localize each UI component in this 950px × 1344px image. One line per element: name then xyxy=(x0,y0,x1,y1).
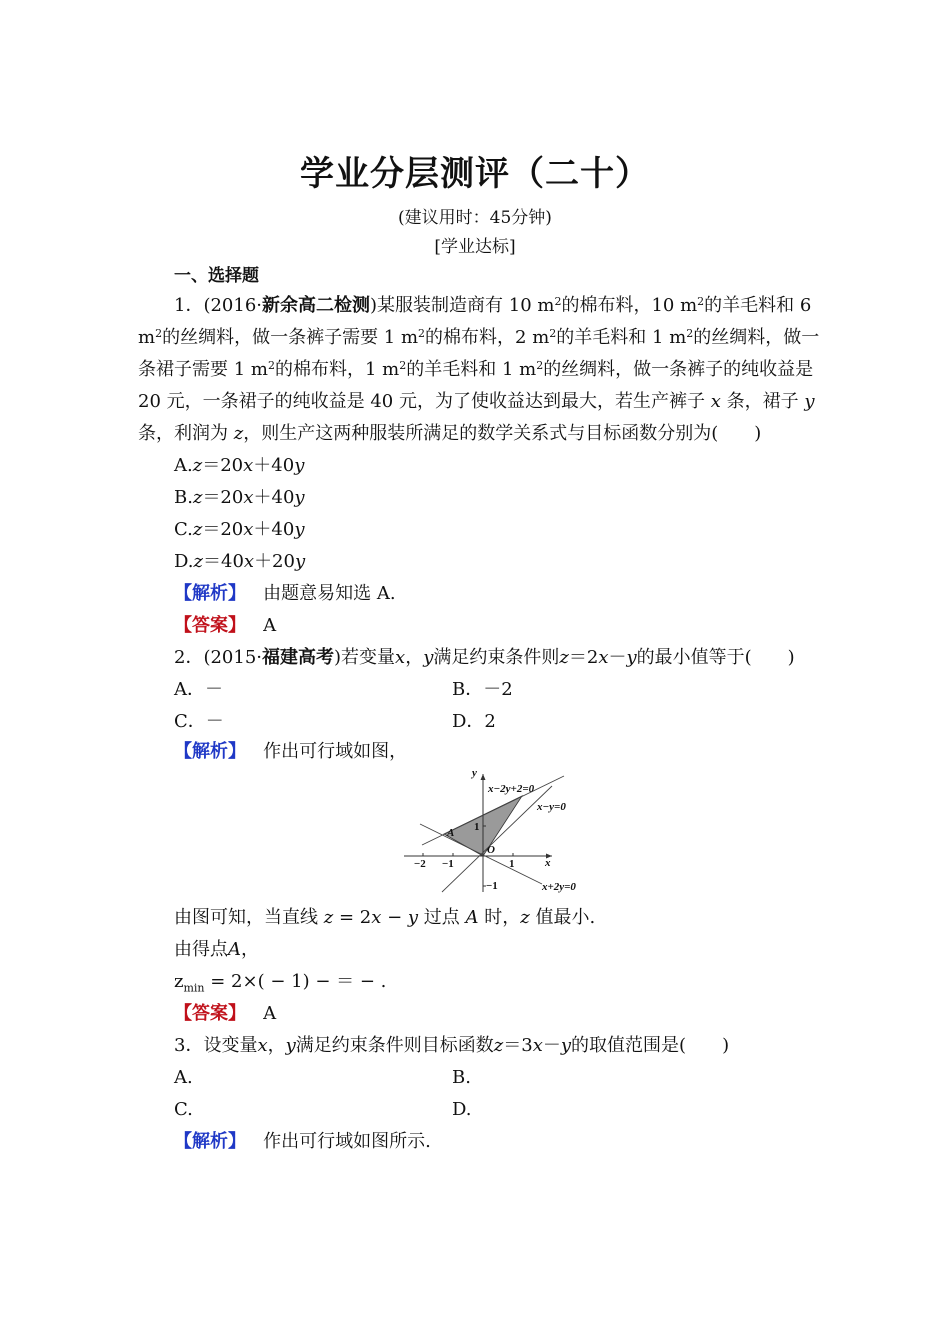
option-text: ＝20 xyxy=(202,455,244,476)
section-note: [学业达标] xyxy=(434,237,516,257)
option-text: ＝20 xyxy=(202,487,244,508)
q1-text: 20 元，一条裙子的纯收益是 40 元，为了使收益达到最大，若生产裤子 xyxy=(138,391,705,412)
var-z: z xyxy=(323,907,334,928)
q1-text: 条裙子需要 1 m xyxy=(138,359,268,380)
var-z: z xyxy=(193,551,203,572)
q1-text: m xyxy=(138,327,156,348)
var-x: x xyxy=(257,1035,268,1056)
q1-text: 条，利润为 xyxy=(138,423,228,444)
option-text: ＝40 xyxy=(203,551,244,572)
answer-text: A xyxy=(263,615,277,636)
q2-option-b: B．－2 xyxy=(452,679,513,700)
var-x: x xyxy=(371,907,382,928)
var-x: x xyxy=(243,519,254,540)
line-label-3: x+2y=0 xyxy=(542,881,576,893)
q1-text: 的羊毛料和 1 m xyxy=(556,327,687,348)
tick-label-m1: −1 xyxy=(442,858,454,870)
solution-text: 由得点 xyxy=(174,939,228,960)
var-x: x xyxy=(243,455,254,476)
var-z: z xyxy=(192,455,203,476)
q3-text: 满足约束条件则目标函数 xyxy=(295,1035,494,1056)
q1-source-open: (2016· xyxy=(203,295,263,316)
q1-line4 xyxy=(138,390,815,414)
var-z: z xyxy=(192,487,203,508)
tick-label-1y: 1 xyxy=(474,821,480,833)
var-z: z xyxy=(493,1035,504,1056)
option-text: ＋20 xyxy=(254,551,295,572)
q3-text: ＝3 xyxy=(503,1035,533,1056)
analysis-text: 作出可行域如图所示. xyxy=(263,1131,431,1152)
q1-option-d xyxy=(174,550,305,574)
var-y: y xyxy=(285,1035,296,1056)
q1-text: 的棉布料，1 m xyxy=(274,359,400,380)
q1-line3 xyxy=(138,358,813,382)
tick-label-m1y: −1 xyxy=(486,880,498,892)
solution-text: 过点 xyxy=(418,907,460,928)
sup: 2 xyxy=(399,359,407,372)
option-text: ＋40 xyxy=(253,487,295,508)
q2-solution-1 xyxy=(174,906,595,930)
answer-label: 【答案】 xyxy=(174,1003,246,1024)
q2-analysis xyxy=(174,740,407,764)
sup: 2 xyxy=(155,327,163,340)
q1-text: 的丝绸料，做一条裤子的纯收益是 xyxy=(543,359,814,380)
solution-text: = 2 xyxy=(333,907,372,928)
q2-text: ， xyxy=(405,647,424,668)
var-y: y xyxy=(294,487,305,508)
var-x: x xyxy=(710,391,721,412)
q1-text: 的羊毛料和 6 xyxy=(704,295,812,316)
analysis-text: 作出可行域如图， xyxy=(263,741,408,762)
analysis-label: 【解析】 xyxy=(174,1131,246,1152)
var-x: x xyxy=(395,647,406,668)
q3-option-a: A. xyxy=(174,1067,193,1088)
q2-text: 若变量 xyxy=(341,647,396,668)
var-y: y xyxy=(423,647,434,668)
q2-number: 2． xyxy=(174,647,204,668)
q1-text: 的棉布料，2 m xyxy=(425,327,550,348)
var-z: z xyxy=(174,971,184,992)
var-y: y xyxy=(560,1035,572,1056)
analysis-label: 【解析】 xyxy=(174,583,246,604)
q1-line2 xyxy=(138,326,819,350)
q3-stem xyxy=(174,1034,729,1058)
option-label: D. xyxy=(174,551,194,572)
q1-text: 的羊毛料和 1 m xyxy=(406,359,537,380)
sup: 2 xyxy=(554,295,562,308)
q1-source-close: ) xyxy=(370,295,378,316)
q2-option-c: C．－ xyxy=(174,711,224,732)
option-label: C. xyxy=(174,519,193,540)
solution-text: ， xyxy=(241,939,259,960)
solution-text: 值最小. xyxy=(529,907,596,928)
tick-label-m2: −2 xyxy=(414,858,426,870)
sup: 2 xyxy=(697,295,705,308)
q2-option-d: D．2 xyxy=(452,711,496,732)
q1-text: 的丝绸料，做一 xyxy=(693,327,820,348)
var-y: y xyxy=(626,647,637,668)
var-y: y xyxy=(407,907,419,928)
var-A: A xyxy=(228,939,241,960)
q2-solution-2 xyxy=(174,938,259,962)
q3-number: 3． xyxy=(174,1035,204,1056)
q1-number: 1． xyxy=(174,295,204,316)
var-x: x xyxy=(598,647,609,668)
feasible-region-figure xyxy=(402,766,592,894)
q3-analysis xyxy=(174,1130,431,1154)
q2-option-a: A．－ xyxy=(174,679,223,700)
solution-text: 时， xyxy=(478,907,521,928)
option-label: B. xyxy=(174,487,193,508)
q3-text: 的取值范围是( ) xyxy=(571,1035,730,1056)
var-x: x xyxy=(532,1035,543,1056)
var-x: x xyxy=(243,551,255,572)
y-axis-label: y xyxy=(472,767,477,779)
option-label: A. xyxy=(174,455,193,476)
option-text: ＝20 xyxy=(202,519,244,540)
y-axis-arrow xyxy=(481,774,486,780)
q1-text: 的丝绸料，做一条裤子需要 1 m xyxy=(162,327,419,348)
option-text: ＋40 xyxy=(253,519,295,540)
q2-source-close: ) xyxy=(334,647,342,668)
page-title: 学业分层测评（二十） xyxy=(300,154,650,194)
sup: 2 xyxy=(536,359,544,372)
q2-solution-3 xyxy=(174,970,386,1001)
q1-line5 xyxy=(138,422,761,446)
subscript-min: min xyxy=(183,981,205,995)
point-a-label: A xyxy=(447,827,455,839)
answer-label: 【答案】 xyxy=(174,615,246,636)
q3-option-c: C. xyxy=(174,1099,193,1120)
q3-text: 设变量 xyxy=(203,1035,258,1056)
q1-text: ，则生产这两种服装所满足的数学关系式与目标函数分别为( ) xyxy=(243,423,762,444)
q2-text: 满足约束条件则 xyxy=(433,647,560,668)
solution-text: − xyxy=(381,907,408,928)
var-y: y xyxy=(294,455,305,476)
q2-stem xyxy=(174,646,795,670)
var-A: A xyxy=(465,907,479,928)
q3-text: ， xyxy=(267,1035,286,1056)
option-text: ＋40 xyxy=(253,455,295,476)
sup: 2 xyxy=(686,327,694,340)
q1-option-a xyxy=(174,454,304,478)
answer-text: A xyxy=(263,1003,277,1024)
q1-option-c xyxy=(174,518,304,542)
var-x: x xyxy=(243,487,254,508)
q2-answer xyxy=(174,1002,276,1026)
q1-analysis xyxy=(174,582,396,606)
q3-option-d: D. xyxy=(452,1099,472,1120)
solution-text: 由图可知，当直线 xyxy=(174,907,318,928)
q2-source: 福建高考 xyxy=(262,647,335,668)
q3-option-b: B. xyxy=(452,1067,471,1088)
analysis-text: 由题意易知选 A. xyxy=(263,583,396,604)
solution-text: = 2×( − 1) − ＝ − . xyxy=(204,971,387,992)
var-y: y xyxy=(804,391,815,412)
q2-text: 的最小值等于( ) xyxy=(636,647,795,668)
analysis-label: 【解析】 xyxy=(174,741,246,762)
q1-line1 xyxy=(174,294,811,318)
q1-text: 某服装制造商有 10 m xyxy=(377,295,555,316)
var-y: y xyxy=(294,519,305,540)
var-z: z xyxy=(559,647,569,668)
var-z: z xyxy=(192,519,203,540)
sup: 2 xyxy=(549,327,557,340)
q2-source-open: (2015· xyxy=(203,647,263,668)
x-axis-label: x xyxy=(545,857,551,869)
q1-answer xyxy=(174,614,276,638)
q2-text: ＝2 xyxy=(568,647,599,668)
tick-label-1x: 1 xyxy=(509,858,515,870)
var-z: z xyxy=(520,907,530,928)
q1-option-b xyxy=(174,486,305,510)
part-heading: 一、选择题 xyxy=(174,266,259,286)
q1-text: 的棉布料，10 m xyxy=(561,295,698,316)
time-note: (建议用时：45分钟) xyxy=(398,208,552,228)
sup: 2 xyxy=(267,359,275,372)
var-y: y xyxy=(294,551,306,572)
line-label-1: x−2y+2=0 xyxy=(488,783,535,795)
q3-text: － xyxy=(542,1035,561,1056)
q1-source: 新余高二检测 xyxy=(262,295,371,316)
var-z: z xyxy=(233,423,244,444)
q2-text: － xyxy=(608,647,627,668)
origin-label: O xyxy=(487,844,495,856)
line-label-2: x−y=0 xyxy=(537,801,566,813)
sup: 2 xyxy=(418,327,426,340)
q1-text: 条，裙子 xyxy=(726,391,799,412)
